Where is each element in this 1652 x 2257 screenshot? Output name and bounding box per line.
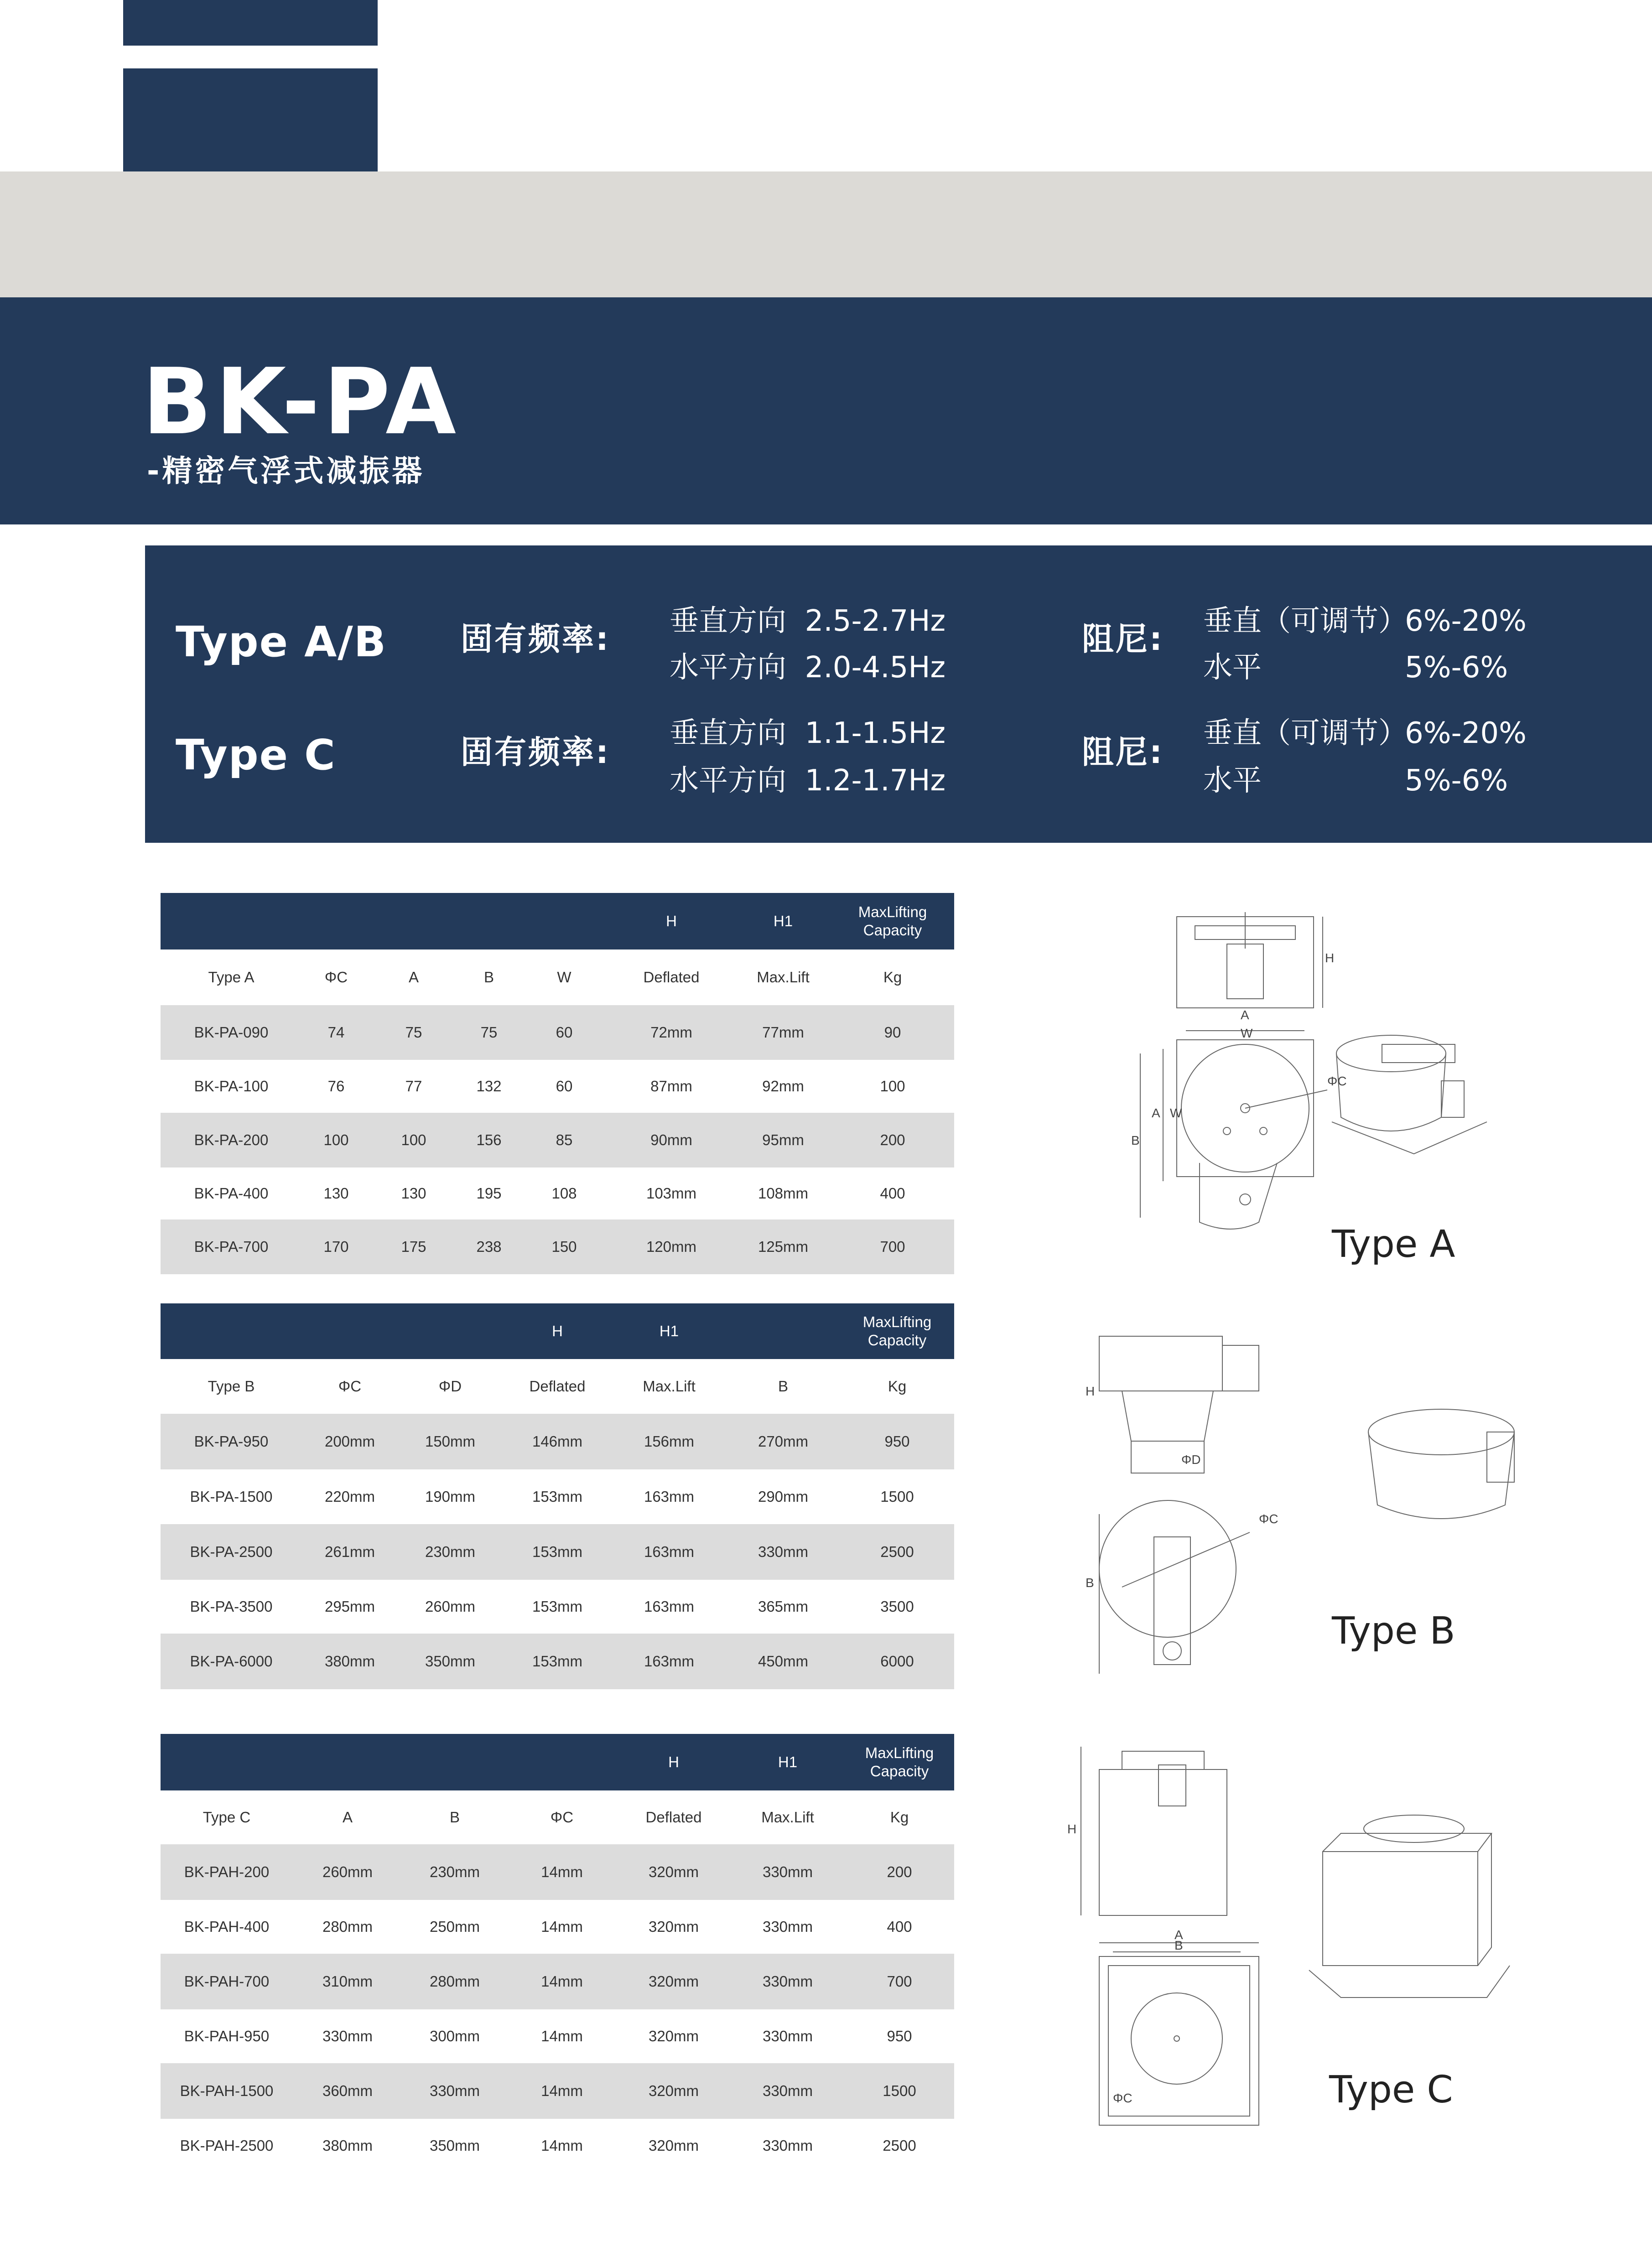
table-cell: 72mm [608,1005,735,1060]
table-cell: 350mm [398,1634,503,1689]
table-cell: 163mm [612,1524,726,1580]
table-cell: 14mm [541,1918,583,1935]
table-cell: 365mm [758,1598,809,1615]
table-c-top-cell: H1 [731,1734,845,1790]
table-c-top-cell [161,1734,293,1790]
table-c-header [161,1790,954,1844]
spec-freq-label-c: 固有频率: [461,733,610,771]
table-b-top-cell [302,1303,398,1359]
table-row [161,1580,954,1634]
table-cell: 200mm [302,1414,398,1469]
spec-freq-horizontal-ab: 水平方向 2.0-4.5Hz [670,651,946,685]
table-cell: BK-PA-100 [194,1078,269,1095]
product-title: BK-PA [142,349,460,455]
table-cell: 153mm [503,1524,612,1580]
table-a-header-cell: Kg [883,969,902,986]
table-c-header-cell: ΦC [550,1809,574,1826]
dim-label: A [1152,1106,1160,1120]
table-cell: BK-PAH-950 [184,2028,270,2044]
table-b-header-cell: Kg [888,1378,907,1395]
table-cell: 2500 [840,1524,954,1580]
table-c-top-cell [293,1734,402,1790]
table-cell: 330mm [731,1954,845,2009]
dim-label: H [1325,951,1335,965]
spec-damping-val-h-c: 5%-6% [1405,764,1508,798]
table-cell: 2500 [883,2137,916,2154]
table-cell: BK-PA-200 [161,1113,302,1167]
spec-damping-dir-v-c: 垂直（可调节） [1203,716,1408,750]
table-cell: 200 [831,1113,954,1167]
table-cell: 74 [302,1005,370,1060]
grey-band [0,171,1652,297]
table-cell: 300mm [429,2028,480,2044]
dim-label: W [1241,1026,1253,1040]
table-type-b [161,1303,954,1689]
table-a-top-cell: H1 [735,893,831,949]
table-cell: 103mm [646,1185,697,1202]
table-cell: 130 [323,1185,349,1202]
table-cell: 261mm [302,1524,398,1580]
type-b-drawing [1086,1332,1533,1687]
table-cell: 130 [401,1185,426,1202]
table-row [161,2009,954,2063]
dim-label: A [1241,1008,1249,1022]
table-c-header-cell: B [449,1809,460,1826]
table-c-top-header [161,1734,954,1790]
table-cell: 60 [556,1078,573,1095]
table-b-top-cell [398,1303,503,1359]
table-cell: BK-PAH-700 [161,1954,293,2009]
table-cell: 170 [302,1219,370,1274]
table-a-header-cell: Type A [208,969,255,986]
dim-label: ΦC [1327,1074,1347,1088]
table-row [161,1469,954,1524]
top-accent-block-2 [123,68,378,172]
table-cell: 360mm [293,2063,402,2119]
dim-label: A [1174,1928,1183,1942]
dim-label: ΦD [1181,1453,1201,1467]
table-cell: 87mm [650,1078,692,1095]
table-cell: 380mm [322,2137,373,2154]
table-cell: 330mm [762,2028,813,2044]
spec-damping-dir-h-ab: 水平 [1203,651,1262,685]
table-cell: 77 [405,1078,422,1095]
table-c-header-cell: Deflated [645,1809,702,1826]
table-cell: 77mm [735,1005,831,1060]
table-cell: BK-PAH-200 [161,1844,293,1900]
table-cell: 400 [887,1918,912,1935]
table-cell: 146mm [503,1414,612,1469]
table-a-top-cell [457,893,521,949]
table-cell: 380mm [302,1634,398,1689]
table-cell: 100 [370,1113,457,1167]
table-b-header-cell: ΦD [438,1378,462,1395]
table-cell: 90mm [608,1113,735,1167]
table-cell: BK-PA-1500 [190,1488,273,1505]
type-c-drawing [1067,1742,1523,2139]
table-cell: 400 [880,1185,905,1202]
spec-damping-dir-h-c: 水平 [1203,764,1262,798]
table-cell: 330mm [731,2063,845,2119]
table-cell: 1500 [845,2063,954,2119]
table-c-top-cell [507,1734,617,1790]
table-cell: 330mm [762,2137,813,2154]
table-b-top-cell [161,1303,302,1359]
table-b-top-cell: H1 [612,1303,726,1359]
table-a-top-cell: H [608,893,735,949]
dim-label: H [1086,1384,1095,1398]
table-row [161,1900,954,1954]
table-cell: 330mm [402,2063,507,2119]
table-a-header-cell: ΦC [324,969,348,986]
table-cell: 230mm [402,1844,507,1900]
table-cell: 14mm [507,1844,617,1900]
table-cell: 295mm [324,1598,375,1615]
table-c-header-cell: A [342,1809,353,1826]
table-a-top-cell: MaxLifting Capacity [831,893,954,949]
table-cell: 100 [880,1078,905,1095]
table-cell: BK-PA-700 [161,1219,302,1274]
table-cell: 320mm [648,2028,699,2044]
table-b-header-cell: Max.Lift [643,1378,696,1395]
type-a-drawing [1095,908,1505,1240]
table-b-top-cell: MaxLifting Capacity [840,1303,954,1359]
table-row [161,1113,954,1167]
table-cell: 330mm [322,2028,373,2044]
table-cell: BK-PAH-2500 [180,2137,274,2154]
table-cell: 153mm [503,1634,612,1689]
table-cell: 108mm [758,1185,809,1202]
table-cell: BK-PA-400 [194,1185,269,1202]
table-a-header-cell: W [557,969,571,986]
dim-label: B [1131,1133,1140,1147]
table-row [161,1634,954,1689]
spec-freq-vertical-ab: 垂直方向 2.5-2.7Hz [670,604,946,638]
table-cell: 310mm [293,1954,402,2009]
dim-label: W [1170,1106,1182,1120]
table-a-header-cell: A [408,969,419,986]
table-a-header-cell: B [483,969,494,986]
table-row [161,1219,954,1274]
table-cell: 95mm [735,1113,831,1167]
table-cell: 76 [327,1078,345,1095]
table-row [161,1167,954,1219]
table-cell: 350mm [429,2137,480,2154]
table-cell: 156mm [612,1414,726,1469]
table-a-header [161,949,954,1005]
table-a-top-cell [370,893,457,949]
table-a-top-cell [161,893,302,949]
table-cell: 950 [840,1414,954,1469]
table-cell: BK-PA-090 [161,1005,302,1060]
table-cell: 100 [302,1113,370,1167]
table-cell: 60 [521,1005,608,1060]
table-a-header-cell: Deflated [643,969,700,986]
type-b-label: Type B [1332,1609,1455,1653]
table-cell: 14mm [507,1954,617,2009]
table-type-a [161,893,954,1274]
table-cell: 108 [551,1185,577,1202]
table-row [161,2063,954,2119]
table-cell: 75 [370,1005,457,1060]
top-accent-block [123,0,378,46]
table-b-header-cell: Deflated [529,1378,586,1395]
table-cell: 950 [887,2028,912,2044]
table-cell: 200 [845,1844,954,1900]
table-b-header-cell: Type B [208,1378,255,1395]
table-cell: 3500 [880,1598,914,1615]
table-cell: 6000 [840,1634,954,1689]
table-cell: 85 [521,1113,608,1167]
table-cell: 450mm [726,1634,840,1689]
table-cell: 14mm [541,2137,583,2154]
table-cell: 90 [831,1005,954,1060]
spec-type-ab: Type A/B [176,617,387,666]
table-cell: 330mm [762,1918,813,1935]
table-row [161,1954,954,2009]
type-c-label: Type C [1329,2068,1453,2112]
spec-damping-val-v-c: 6%-20% [1405,716,1527,750]
spec-box [145,545,1652,843]
dim-label: B [1174,1938,1183,1952]
table-cell: 156 [457,1113,521,1167]
table-cell: 280mm [402,1954,507,2009]
table-cell: 320mm [617,1954,731,2009]
table-cell: BK-PA-6000 [161,1634,302,1689]
dim-label: B [1086,1576,1094,1590]
dim-label: ΦC [1113,2091,1133,2105]
table-b-top-header [161,1303,954,1359]
table-c-header-cell: Type C [203,1809,251,1826]
table-b-top-cell [726,1303,840,1359]
spec-freq-horizontal-c: 水平方向 1.2-1.7Hz [670,764,946,798]
table-cell: 120mm [608,1219,735,1274]
table-cell: BK-PAH-400 [184,1918,270,1935]
table-a-top-header [161,893,954,949]
spec-freq-vertical-c: 垂直方向 1.1-1.5Hz [670,716,946,750]
table-c-header-cell: Kg [890,1809,909,1826]
table-cell: 132 [476,1078,502,1095]
table-cell: 92mm [762,1078,804,1095]
table-cell: 1500 [880,1488,914,1505]
table-cell: 153mm [532,1598,583,1615]
table-cell: BK-PAH-1500 [161,2063,293,2119]
table-cell: 175 [370,1219,457,1274]
table-cell: 260mm [293,1844,402,1900]
table-a-top-cell [521,893,608,949]
dim-label: ΦC [1259,1512,1278,1526]
table-cell: 320mm [617,1844,731,1900]
spec-type-c: Type C [176,731,336,779]
spec-damping-dir-v-ab: 垂直（可调节） [1203,604,1408,638]
spec-damping-label-c: 阻尼: [1082,733,1164,771]
table-c-header-cell: Max.Lift [761,1809,814,1826]
table-b-header-cell: ΦC [338,1378,362,1395]
table-cell: 75 [457,1005,521,1060]
table-cell: 320mm [648,1918,699,1935]
table-cell: 163mm [612,1634,726,1689]
table-a-header-cell: Max.Lift [757,969,810,986]
table-cell: 230mm [398,1524,503,1580]
table-c-top-cell [402,1734,507,1790]
type-a-label: Type A [1332,1223,1455,1266]
table-row [161,1005,954,1060]
table-cell: 290mm [758,1488,809,1505]
table-b-top-cell: H [503,1303,612,1359]
table-cell: 190mm [425,1488,476,1505]
table-cell: 700 [831,1219,954,1274]
table-cell: 280mm [322,1918,373,1935]
table-a-top-cell [302,893,370,949]
product-subtitle: -精密气浮式减振器 [147,453,425,488]
table-row [161,1524,954,1580]
table-cell: 238 [457,1219,521,1274]
table-b-header [161,1359,954,1414]
spec-damping-val-v-ab: 6%-20% [1405,604,1527,638]
table-cell: 320mm [648,2137,699,2154]
table-cell: 320mm [617,2063,731,2119]
table-cell: 163mm [644,1488,695,1505]
table-cell: 125mm [735,1219,831,1274]
spec-damping-label-ab: 阻尼: [1082,620,1164,658]
dim-label: H [1067,1822,1077,1836]
table-b-header-cell: B [778,1378,788,1395]
table-row [161,1060,954,1113]
table-cell: 700 [845,1954,954,2009]
table-cell: 163mm [644,1598,695,1615]
table-cell: 270mm [726,1414,840,1469]
table-cell: 150 [521,1219,608,1274]
table-cell: 14mm [507,2063,617,2119]
table-c-top-cell: H [617,1734,731,1790]
table-row [161,2119,954,2173]
table-cell: BK-PA-3500 [190,1598,273,1615]
table-cell: 150mm [398,1414,503,1469]
table-cell: 220mm [324,1488,375,1505]
spec-freq-label-ab: 固有频率: [461,620,610,658]
table-type-c [161,1734,954,2173]
table-cell: 153mm [532,1488,583,1505]
table-cell: 195 [476,1185,502,1202]
table-row [161,1414,954,1469]
table-c-top-cell: MaxLifting Capacity [845,1734,954,1790]
table-cell: 250mm [429,1918,480,1935]
table-cell: 260mm [425,1598,476,1615]
table-cell: 330mm [726,1524,840,1580]
table-cell: BK-PA-950 [161,1414,302,1469]
table-cell: BK-PA-2500 [161,1524,302,1580]
table-cell: 14mm [541,2028,583,2044]
spec-damping-val-h-ab: 5%-6% [1405,651,1508,685]
table-cell: 330mm [731,1844,845,1900]
table-row [161,1844,954,1900]
